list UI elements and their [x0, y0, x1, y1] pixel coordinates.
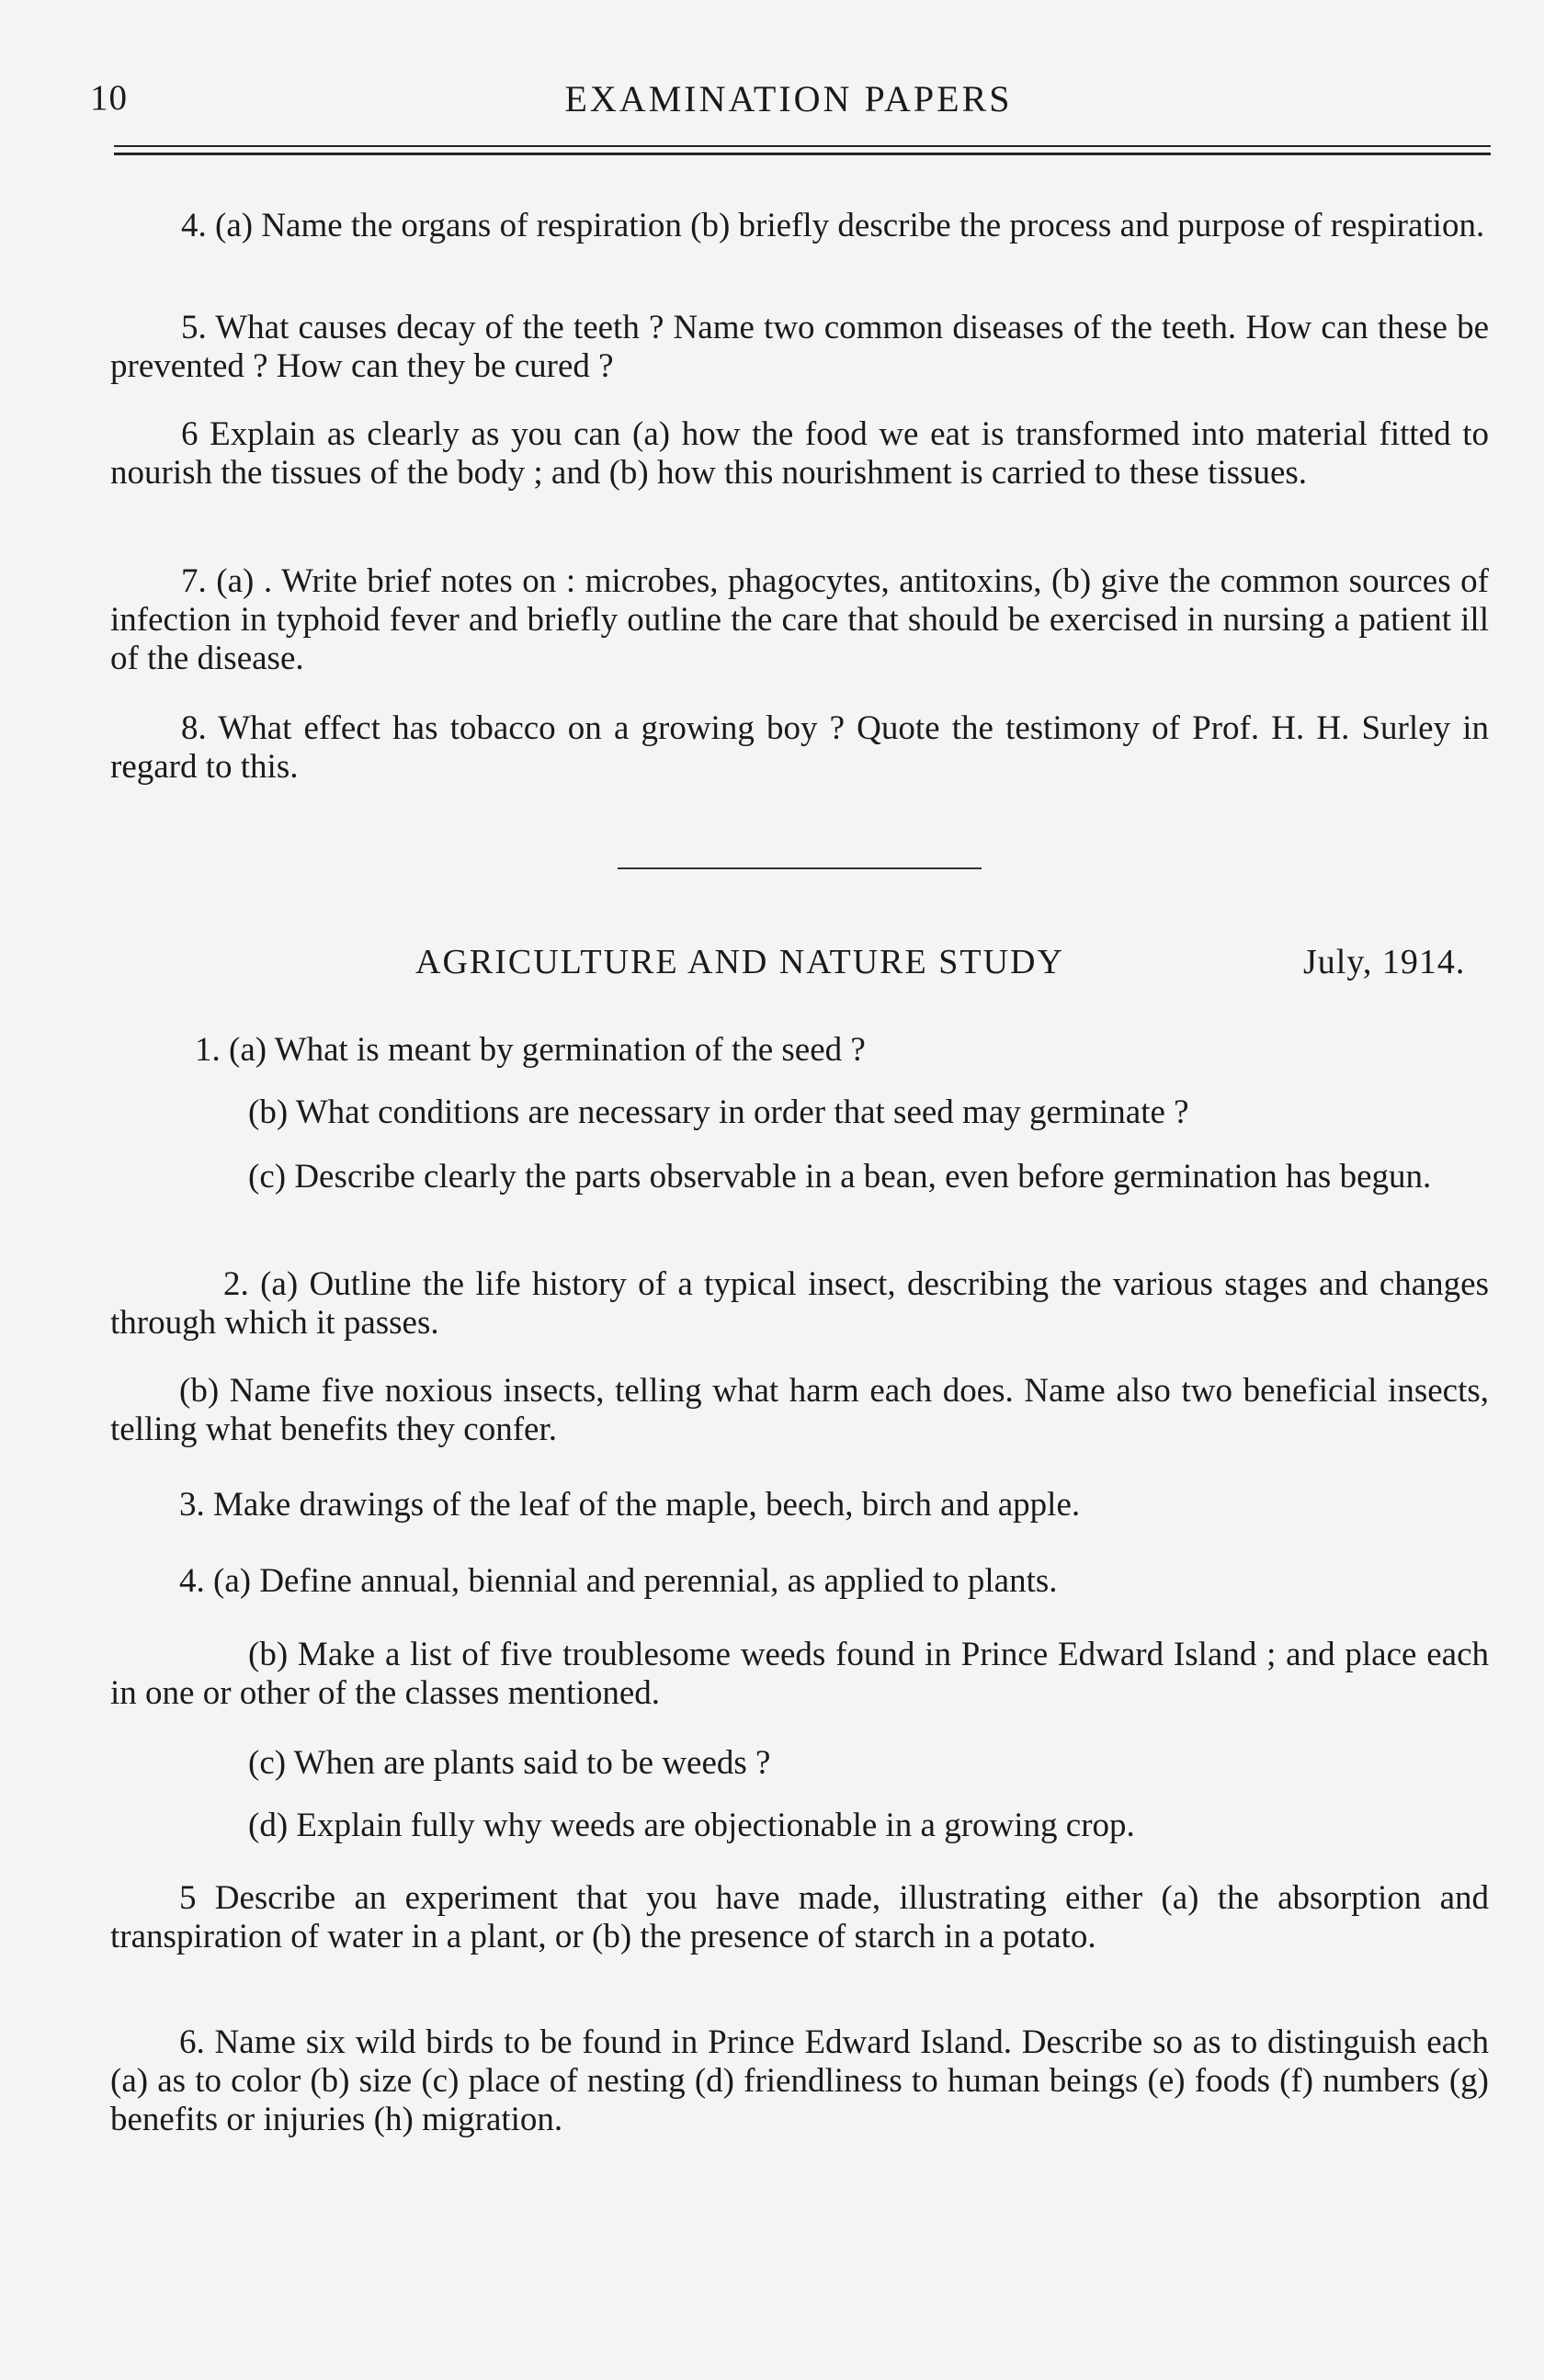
running-header [90, 64, 1487, 119]
agri-question-1c: (c) Describe clearly the parts observable in a bean, even before germination has begun. [248, 1158, 1432, 1196]
agri-question-3: 3. Make drawings of the leaf of the maple, beech, birch and apple. [179, 1486, 1081, 1524]
question-8: 8. What effect has tobacco on a growing boy ? Quote the testimony of Prof. H. H. Surley in regard to this. [110, 709, 1489, 786]
page-title: EXAMINATION PAPERS [564, 78, 1013, 119]
agri-question-2b: (b) Name five noxious insects, telling what harm each does. Name also two beneficial insects, telling what benefits they confer. [110, 1372, 1489, 1448]
header-rule-thin [114, 145, 1491, 147]
question-4: 4. (a) Name the organs of respiration (b) briefly describe the process and purpose of respiration. [181, 207, 1485, 244]
agri-question-1b: (b) What conditions are necessary in order that seed may germinate ? [248, 1094, 1189, 1131]
agri-question-1a: 1. (a) What is meant by germination of the seed ? [195, 1031, 866, 1069]
agri-question-4c: (c) When are plants said to be weeds ? [248, 1744, 771, 1782]
section-divider [618, 867, 982, 869]
question-7: 7. (a) . Write brief notes on : microbes, phagocytes, antitoxins, (b) give the common sources of infection in typhoid fever and briefly outline the care that should be exercised in nursing a patient ill of the disease. [110, 562, 1489, 677]
header-rule-thick [114, 153, 1491, 155]
question-6: 6 Explain as clearly as you can (a) how the food we eat is transformed into material fitted to nourish the tissues of the body ; and (b) how this nourishment is carried to these tissues. [110, 415, 1489, 492]
agri-question-5: 5 Describe an experiment that you have made, illustrating either (a) the absorption and transpiration of water in a plant, or (b) the presence of starch in a potato. [110, 1879, 1489, 1955]
section-title: AGRICULTURE AND NATURE STUDY [415, 943, 1064, 981]
question-5: 5. What causes decay of the teeth ? Name two common diseases of the teeth. How can these be prevented ? How can they be cured ? [110, 309, 1489, 385]
agri-question-4d: (d) Explain fully why weeds are objectionable in a growing crop. [248, 1807, 1135, 1844]
page-number: 10 [90, 78, 128, 118]
section-date: July, 1914. [1303, 943, 1466, 981]
agri-question-2a: 2. (a) Outline the life history of a typical insect, describing the various stages and changes through which it passes. [110, 1265, 1489, 1342]
agri-question-6: 6. Name six wild birds to be found in Prince Edward Island. Describe so as to distinguish each (a) as to color (b) size (c) place of nesting (d) friendliness to human beings (e) foods (f) numbers (g) benefits or injuries (h) migration. [110, 2023, 1489, 2138]
agri-question-4b: (b) Make a list of five troublesome weeds found in Prince Edward Island ; and place each in one or other of the classes mentioned. [110, 1636, 1489, 1712]
agri-question-4a: 4. (a) Define annual, biennial and perennial, as applied to plants. [179, 1562, 1058, 1600]
